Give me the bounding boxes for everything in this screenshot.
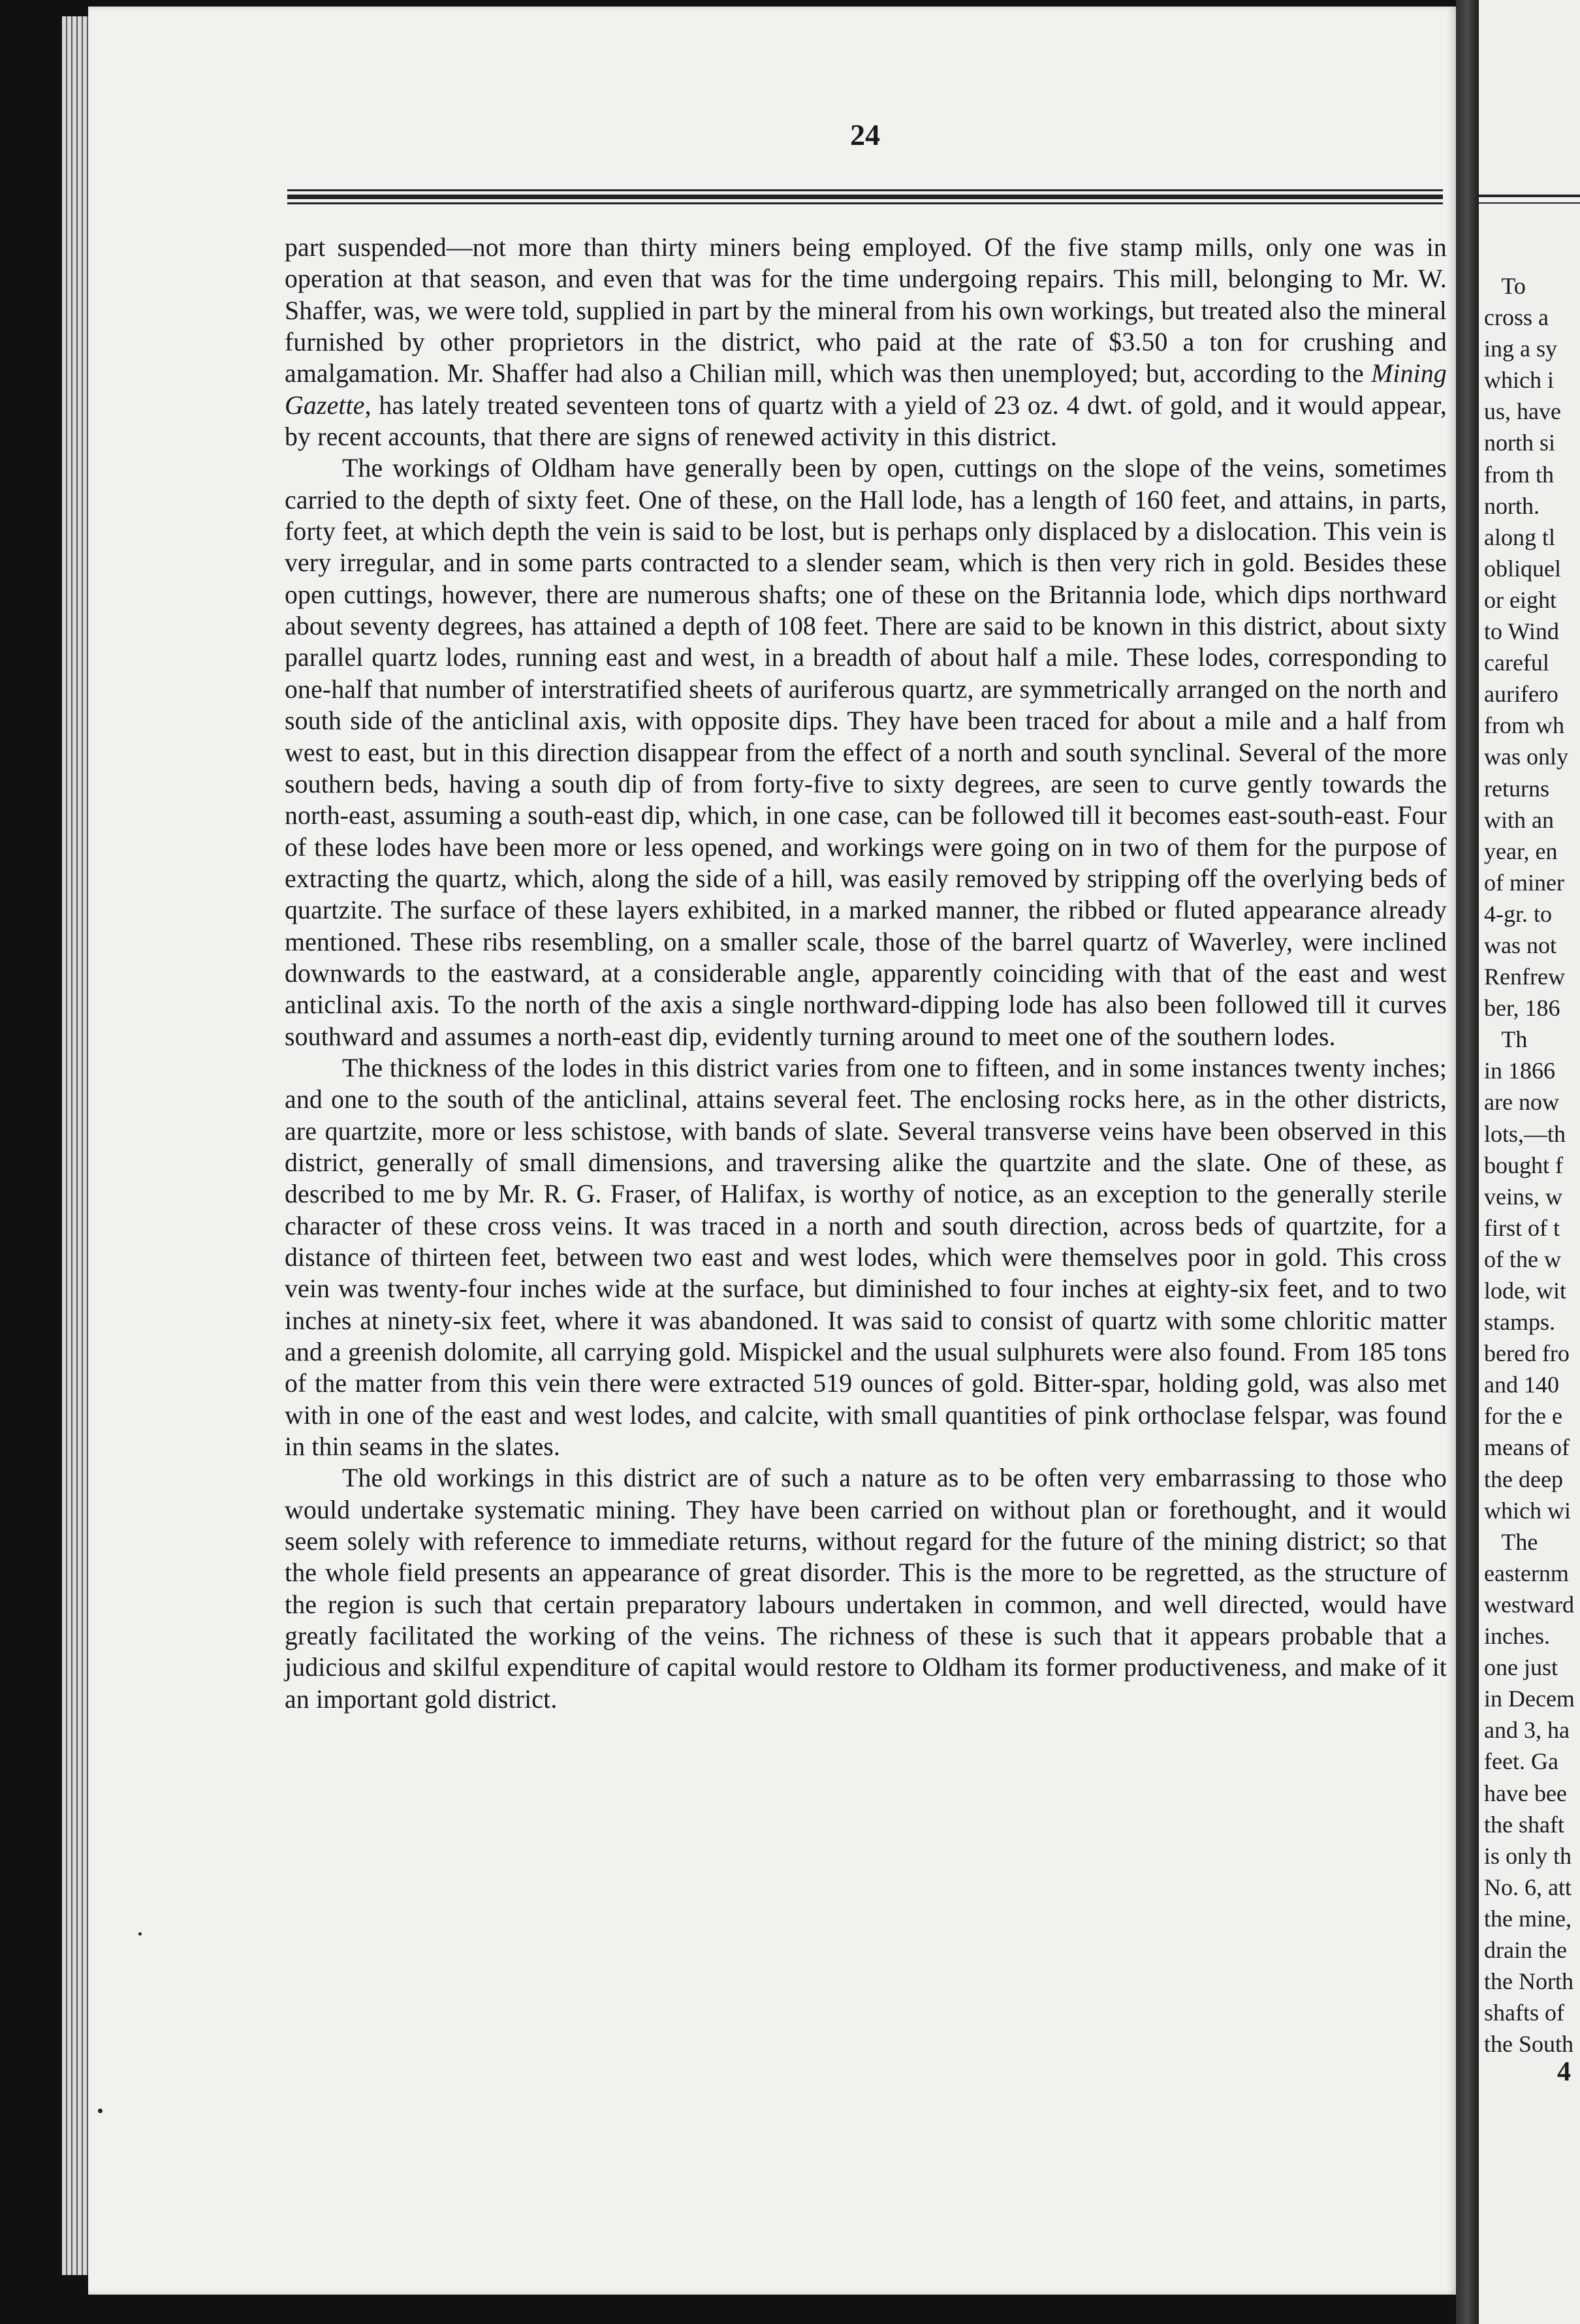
adjacent-page [1479, 0, 1580, 2324]
adjacent-page-line: in Decem [1484, 1686, 1575, 1712]
adjacent-page-line: lots,—th [1484, 1120, 1566, 1147]
adjacent-page-line: ing a sy [1484, 336, 1557, 362]
adjacent-page-line: inches. [1484, 1623, 1550, 1650]
adjacent-page-line: the North [1484, 1968, 1573, 1995]
adjacent-page-line: drain the [1484, 1936, 1567, 1963]
adjacent-page-line: of miner [1484, 869, 1564, 896]
adjacent-page-line: which wi [1484, 1497, 1571, 1524]
adjacent-page-line: stamps. [1484, 1309, 1556, 1336]
adjacent-page-rule [1479, 202, 1580, 204]
adjacent-page-line: was only [1484, 744, 1568, 770]
adjacent-page-line: which i [1484, 367, 1554, 394]
adjacent-page-line: for the e [1484, 1403, 1562, 1430]
adjacent-page-line: No. 6, att [1484, 1874, 1572, 1900]
adjacent-page-line: and 140 [1484, 1372, 1559, 1398]
paragraph: part suspended—not more than thirty miners being employed. Of the five stamp mills, only one was in operation at that season, and even that was for the time undergoing repairs. This mill, belonging to Mr. W. Shaffer, was, we were told, supplied in part by the mineral from his own workings, but treated also the mineral furnished by other proprietors in the district, who paid at the rate of $3.50 a ton for crushing and amalgamation. Mr. Shaffer had also a Chilian mill, which was then unemployed; but, according to the Mining Gazette, has lately treated seventeen tons of quartz with a yield of 23 oz. 4 dwt. of gold, and it would appear, by recent accounts, that there are signs of renewed activity in this district. [285, 233, 1447, 452]
adjacent-page-signature: 4 [1557, 2057, 1571, 2087]
adjacent-page-line: the mine, [1484, 1905, 1572, 1932]
adjacent-page-line: Th [1484, 1026, 1528, 1053]
header-rule-bottom [287, 202, 1443, 204]
adjacent-page-line: have bee [1484, 1780, 1567, 1806]
adjacent-page-line: veins, w [1484, 1183, 1562, 1210]
header-rule-top [287, 189, 1443, 191]
adjacent-page-line: feet. Ga [1484, 1748, 1558, 1775]
paragraph: The workings of Oldham have generally been by open, cuttings on the slope of the veins, sometimes carried to the depth of sixty feet. One of these, on the Hall lode, has a length of 160 feet, and attains, in parts, forty feet, at which depth the vein is said to be lost, but is perhaps only displaced by a dislocation. This vein is very irregular, and in some parts contracted to a slender seam, which is then very rich in gold. Besides these open cuttings, however, there are numerous shafts; one of these on the Britannia lode, which dips northward about seventy degrees, has attained a depth of 108 feet. There are said to be known in this district, about sixty parallel quartz lodes, running east and west, in a breadth of about half a mile. These lodes, corresponding to one-half that number of interstratified sheets of auriferous quartz, are symmetrically arranged on the north and south side of the anticlinal axis, with opposite dips. They have been traced for about a mile and a half from west to east, but in this direction disappear from the effect of a north and south synclinal. Several of the more southern beds, having a south dip of from forty-five to sixty degrees, are seen to curve gently towards the north-east, assuming a south-east dip, which, in one case, can be followed till it becomes east-south-east. Four of these lodes have been more or less opened, and workings were going on in two of them for the purpose of extracting the quartz, which, along the side of a hill, was easily removed by stripping off the overlying beds of quartzite. The surface of these layers exhibited, in a marked manner, the ribbed or fluted appearance already mentioned. These ribs resembling, on a smaller scale, those of the barrel quartz of Waverley, were inclined downwards to the eastward, at a considerable angle, apparently coinciding with that of the east and west anticlinal axis. To the north of the axis a single northward-dipping lode has also been followed till it curves southward and assumes a north-east dip, evidently turning around to meet one of the southern lodes. [285, 454, 1447, 1051]
adjacent-page-line: easternm [1484, 1560, 1569, 1586]
adjacent-page-line: careful [1484, 650, 1549, 676]
adjacent-page-line: 4-gr. to [1484, 900, 1552, 927]
adjacent-page-line: north. [1484, 492, 1540, 519]
paragraph: The old workings in this district are of such a nature as to be often very embarrassing to those who would undertake systematic mining. They have been carried on without plan or forethought, and it would seem solely with reference to immediate returns, without regard for the future of the mining district; so that the whole field presents an appearance of great disorder. This is the more to be regretted, as the structure of the region is such that certain preparatory labours undertaken in common, and well directed, would have greatly facilitated the working of the veins. The richness of these is such that it appears probable that a judicious and skilful expenditure of capital would restore to Oldham its former productiveness, and make of it an important gold district. [285, 1464, 1447, 1714]
adjacent-page-line: with an [1484, 806, 1554, 833]
adjacent-page-line: to Wind [1484, 618, 1559, 645]
adjacent-page-line: was not [1484, 932, 1556, 958]
adjacent-page-line: the deep [1484, 1466, 1563, 1492]
adjacent-page-line: is only th [1484, 1842, 1572, 1869]
adjacent-page-line: means of [1484, 1434, 1570, 1461]
scan-speck [98, 2109, 103, 2113]
adjacent-page-line: of the w [1484, 1246, 1561, 1272]
adjacent-page-line: along tl [1484, 524, 1555, 550]
adjacent-page-line: The [1484, 1528, 1538, 1555]
adjacent-page-line: To [1484, 273, 1526, 299]
adjacent-page-line: north si [1484, 430, 1556, 456]
adjacent-page-line: from th [1484, 461, 1554, 488]
page-body [285, 232, 1447, 1715]
adjacent-page-line: are now [1484, 1089, 1559, 1116]
adjacent-page-line: shafts of [1484, 2000, 1564, 2026]
adjacent-page-line: bought f [1484, 1152, 1563, 1178]
page-number: 24 [850, 118, 880, 151]
adjacent-page-line: in 1866 [1484, 1058, 1556, 1084]
adjacent-page-line: first of t [1484, 1214, 1560, 1241]
adjacent-page-line: obliquel [1484, 555, 1561, 582]
adjacent-page-line: Renfrew [1484, 964, 1565, 990]
adjacent-page-line: bered fro [1484, 1340, 1570, 1367]
adjacent-page-line: the shaft [1484, 1811, 1564, 1838]
paragraph: The thickness of the lodes in this district varies from one to fifteen, and in some instances twenty inches; and one to the south of the anticlinal, attains several feet. The enclosing rocks here, as in the other districts, are quartzite, more or less schistose, with bands of slate. Several transverse veins have been observed in this district, generally of small dimensions, and traversing alike the quartzite and the slate. One of these, as described to me by Mr. R. G. Fraser, of Halifax, is worthy of notice, as an exception to the generally sterile character of these cross veins. It was traced in a north and south direction, across beds of quartzite, for a distance of thirteen feet, between two east and west lodes, which were themselves poor in gold. This cross vein was twenty-four inches wide at the surface, but diminished to four inches at eighty-six feet, and to two inches at ninety-six feet, where it was abandoned. It was said to consist of quartz with some chloritic matter and a greenish dolomite, all carrying gold. Mispickel and the usual sulphurets were also found. From 185 tons of the matter from this vein there were extracted 519 ounces of gold. Bitter-spar, holding gold, was also met with in one of the east and west lodes, and calcite, with small quantities of pink orthoclase felspar, was found in thin seams in the slates. [285, 1053, 1447, 1462]
header-rule-middle [287, 195, 1443, 199]
adjacent-page-line: westward [1484, 1591, 1574, 1618]
adjacent-page-line: ber, 186 [1484, 995, 1560, 1022]
adjacent-page-line: the South [1484, 2031, 1574, 2058]
book-spine [1456, 0, 1479, 2324]
adjacent-page-line: one just [1484, 1654, 1558, 1681]
scan-speck [138, 1932, 142, 1936]
adjacent-page-text [1484, 270, 1575, 2060]
adjacent-page-rule [1479, 195, 1580, 197]
adjacent-page-line: aurifero [1484, 681, 1558, 708]
adjacent-page-line: cross a [1484, 304, 1549, 331]
adjacent-page-line: lode, wit [1484, 1278, 1566, 1304]
adjacent-page-line: returns [1484, 775, 1549, 802]
adjacent-page-line: or eight [1484, 586, 1556, 613]
adjacent-page-line: and 3, ha [1484, 1717, 1570, 1744]
adjacent-page-line: from wh [1484, 712, 1564, 739]
adjacent-page-line: year, en [1484, 838, 1558, 864]
adjacent-page-line: us, have [1484, 398, 1561, 425]
